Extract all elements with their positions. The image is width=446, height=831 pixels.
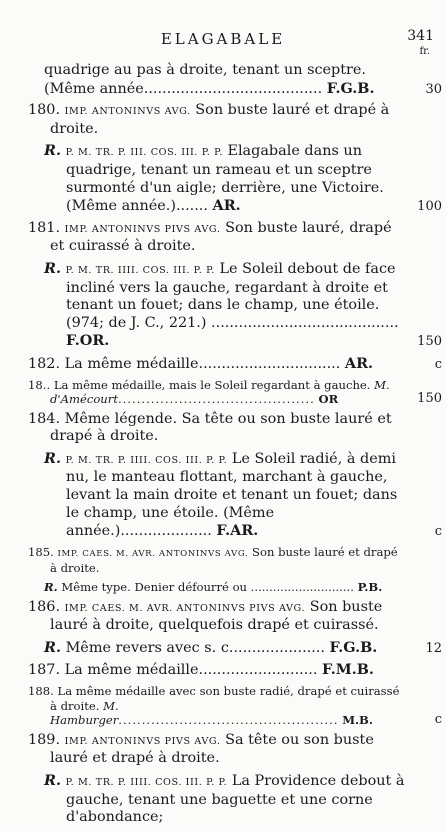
reverse-mark: R. [44, 259, 61, 277]
coin-legend: IMP. ANTONINVS PIVS AVG. [64, 735, 221, 747]
catalogue-entry [44, 62, 442, 98]
price-value: c [434, 524, 442, 540]
entry-text: quadrige au pas à droite, tenant un sceptre. (Même année....................................... [44, 62, 366, 97]
entry-text: La Providence debout à gauche, tenant une baguette et une corne d'abondance; [66, 772, 405, 826]
entry-text: Son buste lauré et drapé à droite. [50, 102, 390, 137]
coin-legend: P. M. TR. P. III. COS. III. P. P. [65, 147, 223, 159]
price-value: 30 [425, 81, 442, 97]
reverse-mark: R. [44, 580, 58, 595]
catalogue-entry [28, 449, 442, 541]
price-value: c [434, 356, 442, 372]
price-value: c [434, 712, 442, 728]
catalogue-entry [28, 638, 442, 658]
catalogue-entry [28, 772, 408, 827]
catalogue-entry [28, 411, 408, 446]
entry-leader: ............................................... [118, 713, 339, 728]
reverse-mark: R. [44, 449, 61, 467]
catalogue-entry [28, 142, 442, 215]
entry-number: 181. [28, 219, 61, 236]
entry-number: 18.. [28, 377, 51, 392]
catalogue-entry [28, 259, 442, 351]
entry-text: La même médaille avec son buste radié, drapé et cuirassé à droite. [50, 684, 400, 713]
coin-legend: P. M. TR. P. IIII. COS. III. P. P. [65, 454, 228, 466]
entry-text: Sa tête ou son buste lauré et drapé à droite. [50, 731, 374, 767]
running-head: ELAGABALE [160, 30, 286, 48]
metal-grade: P.B. [357, 580, 383, 595]
catalogue-entry [28, 220, 408, 256]
entry-text: La même médaille, mais le Soleil regardant à gauche. [53, 377, 371, 392]
entry-number: 189. [28, 731, 61, 748]
entry-text: Même revers avec s. c..................... [65, 639, 325, 656]
metal-grade: AR. [212, 197, 241, 215]
entry-number: 188. [28, 684, 54, 698]
page-number: 341 [407, 28, 434, 44]
entry-text: La même médaille............................... [64, 355, 341, 372]
metal-grade: F.M.B. [322, 661, 374, 679]
catalogue-entry [28, 102, 408, 138]
metal-grade: M.B. [342, 713, 373, 728]
collection-name: M. d'Amécourt [50, 377, 390, 407]
metal-grade: F.AR. [216, 522, 259, 540]
catalogue-body [28, 62, 442, 831]
coin-legend: IMP. ANTONINVS AVG. [64, 106, 191, 118]
coin-legend: IMP. ANTONINVS PIVS AVG. [64, 223, 221, 235]
reverse-mark: R. [44, 638, 61, 656]
unit-label: fr. [419, 46, 430, 57]
catalogue-entry [28, 599, 408, 635]
entry-number: 182. [28, 355, 61, 372]
entry-number: 184. [28, 410, 61, 427]
metal-grade: OR [318, 392, 339, 407]
coin-legend: P. M. TR. P. IIII. COS. III. P. P. [65, 776, 228, 788]
metal-grade: AR. [344, 354, 374, 372]
price-value: 12 [425, 640, 442, 656]
entry-leader: .......................................... [117, 392, 315, 407]
entry-number: 187. [28, 662, 61, 679]
coin-legend: P. M. TR. IIII. COS. III. P. P. [65, 264, 215, 276]
entry-number: 180. [28, 102, 61, 119]
metal-grade: F.G.B. [326, 79, 375, 97]
entry-text: Son buste lauré à droite, quelquefois drapé et cuirassé. [50, 598, 383, 634]
price-value: 150 [417, 391, 442, 407]
coin-legend: IMP. CAES. M. AVR. ANTONINVS AVG. [57, 548, 249, 559]
metal-grade: F.OR. [66, 332, 110, 350]
entry-text: La même médaille.......................... [64, 662, 318, 679]
catalogue-entry [28, 661, 408, 680]
price-value: 150 [417, 334, 442, 350]
entry-text: Le Soleil radié, à demi nu, le manteau flottant, marchant à gauche, levant la main droite et tenant un fouet; dans le champ, une étoile. (Même année.).................... [66, 450, 398, 540]
catalogue-entry [28, 684, 442, 728]
entry-number: 186. [28, 598, 61, 615]
entry-text: Même légende. Sa tête ou son buste lauré et drapé à droite. [50, 410, 392, 445]
reverse-mark: R. [44, 771, 61, 789]
catalogue-entry [28, 545, 408, 576]
reverse-mark: R. [44, 142, 61, 160]
price-value: 100 [417, 199, 442, 215]
entry-text: Le Soleil debout de face incliné vers la gauche, regardant à droite et tenant un fouet; dans le champ, une étoile. (974; de J. C., 221.) ......................................... [66, 260, 399, 331]
entry-text: Même type. Denier défourré ou ............................ [61, 580, 354, 595]
metal-grade: F.G.B. [329, 638, 378, 656]
catalogue-entry [28, 354, 442, 374]
entry-text: Son buste lauré, drapé et cuirassé à droite. [50, 219, 392, 255]
catalogue-entry [28, 580, 408, 595]
entry-number: 185. [28, 544, 54, 559]
entry-text: Elagabale dans un quadrige, tenant un rameau et un sceptre surmonté d'un aigle; derrière, une Victoire. (Même année.)....... [66, 143, 384, 215]
catalogue-entry [28, 377, 442, 407]
coin-legend: IMP. CAES. M. AVR. ANTONINVS PIVS AVG. [64, 602, 306, 614]
collection-name: M. Hamburger [50, 698, 119, 728]
entry-text: Son buste lauré et drapé à droite. [50, 544, 398, 576]
